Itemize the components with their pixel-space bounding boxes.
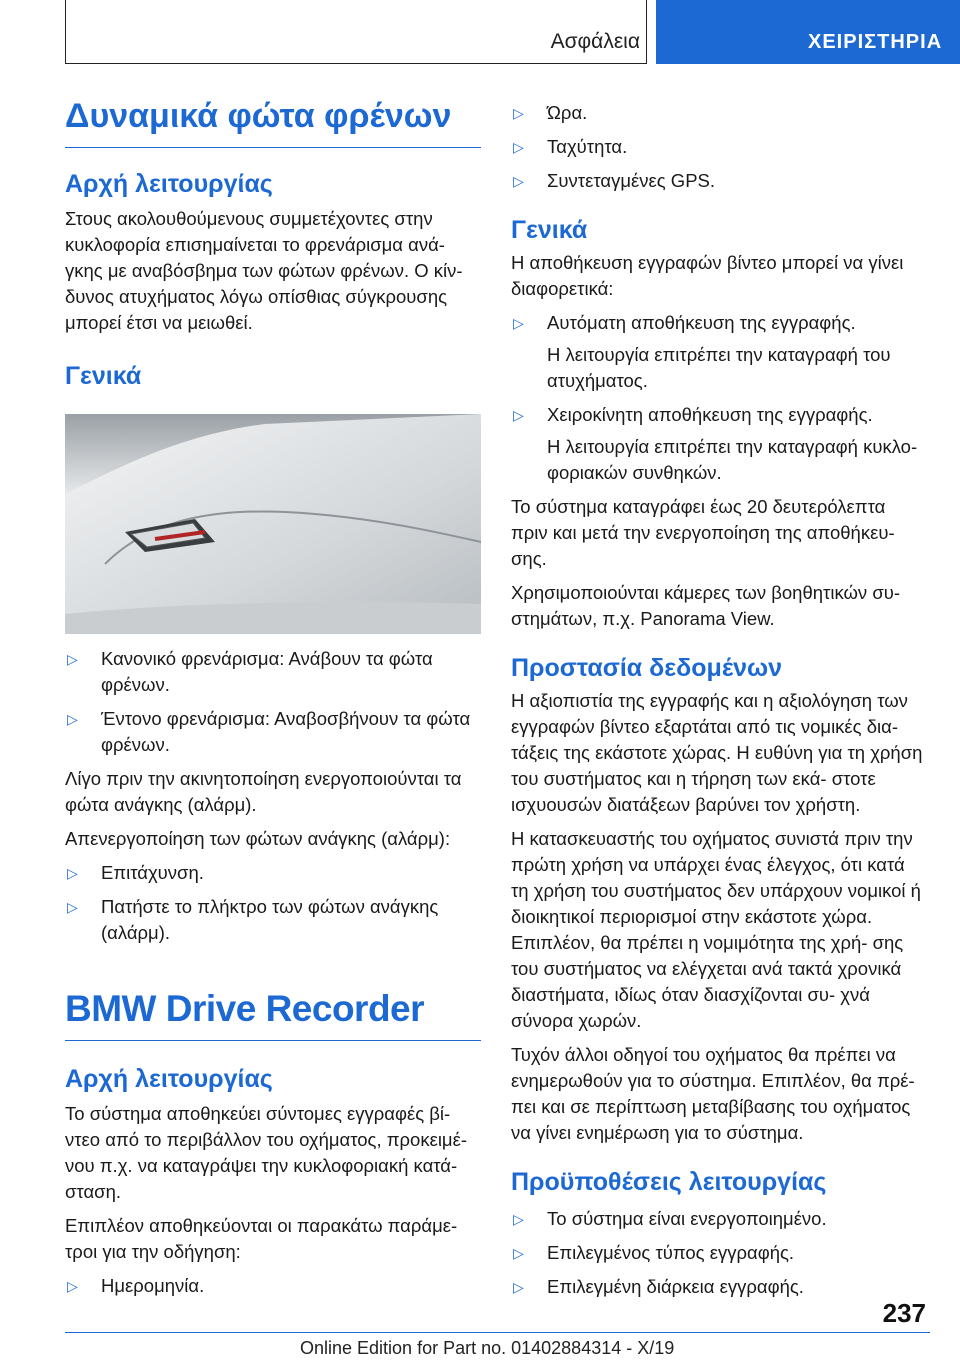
paragraph: Λίγο πριν την ακινητοποίηση ενεργοποιούνται τα φώτα ανάγκης (αλάρμ). [65, 768, 462, 815]
heading-requirements: Προϋποθέσεις λειτουργίας [511, 1168, 827, 1196]
triangle-right-icon: ▷ [513, 1245, 524, 1261]
heading-data-protection: Προστασία δεδομένων [511, 654, 783, 682]
tail-light-photo [65, 414, 481, 634]
heading-general: Γενικά [65, 362, 142, 390]
heading-principle: Αρχή λειτουργίας [65, 1065, 273, 1093]
paragraph: Το σύστημα αποθηκεύει σύντομες εγγραφές βί- ντεο από το περιβάλλον του οχήματος, προκειμέ- νου π.χ. να καταγράψει την κυκλοφοριακή κατά- σταση. [65, 1103, 467, 1202]
footer-divider [65, 1332, 930, 1333]
paragraph: Χρησιμοποιούνται κάμερες των βοηθητικών συ- στημάτων, π.χ. Panorama View. [511, 582, 901, 629]
section-title-drive-recorder: BMW Drive Recorder [65, 988, 481, 1041]
list-item: ▷ Επιλεγμένη διάρκεια εγγραφής. [511, 1274, 927, 1300]
paragraph: Η αποθήκευση εγγραφών βίντεο μπορεί να γίνει διαφορετικά: [511, 252, 904, 299]
list-item: ▷ Το σύστημα είναι ενεργοποιημένο. [511, 1206, 927, 1232]
list-item-detail: Η λειτουργία επιτρέπει την καταγραφή κυκλο- φοριακών συνθηκών. [547, 436, 918, 483]
paragraph: Το σύστημα καταγράφει έως 20 δευτερόλεπτα πριν και μετά την ενεργοποίηση της αποθήκευ- σης. [511, 496, 895, 569]
paragraph: Απενεργοποίηση των φώτων ανάγκης (αλάρμ): [65, 828, 451, 849]
paragraph: Τυχόν άλλοι οδηγοί του οχήματος θα πρέπει να ενημερωθούν για το σύστημα. Επιπλέον, θα πρέ- πει και σε περίπτωση μεταβίβασης του οχήματος να γίνει ενημέρωση για το σύστημα. [511, 1044, 915, 1143]
left-column [65, 95, 481, 1299]
footer-text: Online Edition for Part no. 01402884314 - X/19 [300, 1338, 675, 1358]
triangle-right-icon: ▷ [513, 139, 524, 155]
triangle-right-icon: ▷ [67, 711, 78, 727]
heading-general: Γενικά [511, 216, 588, 244]
list-item: ▷ Συντεταγμένες GPS. [511, 168, 927, 194]
triangle-right-icon: ▷ [513, 173, 524, 189]
paragraph: Επιπλέον αποθηκεύονται οι παρακάτω παράμε- τροι για την οδήγηση: [65, 1215, 458, 1262]
list-item: ▷ Πατήστε το πλήκτρο των φώτων ανάγκης (αλάρμ). [67, 896, 439, 943]
right-column [511, 100, 927, 1300]
page-number: 237 [882, 1298, 926, 1328]
paragraph-principle: Στους ακολουθούμενους συμμετέχοντες στην κυκλοφορία επισημαίνεται το φρενάρισμα ανά- γκης με αναβόσβημα των φώτων φρένων. Ο κίν- δυνος ατυχήματος λόγω οπίσθιας σύγκρουσης μπορεί έτσι να μειωθεί. [65, 208, 463, 333]
triangle-right-icon: ▷ [513, 1211, 524, 1227]
triangle-right-icon: ▷ [513, 105, 524, 121]
list-item: ▷ Αυτόματη αποθήκευση της εγγραφής. [511, 310, 927, 336]
list-item: ▷ Κανονικό φρενάρισμα: Ανάβουν τα φώτα φρένων. [67, 648, 433, 695]
header-section: Ασφάλεια [550, 30, 640, 53]
header-chapter-tab: ΧΕΙΡΙΣΤΗΡΙΑ [656, 0, 960, 64]
list-item: ▷ Ώρα. [511, 100, 927, 126]
triangle-right-icon: ▷ [67, 865, 78, 881]
page-header [0, 0, 960, 66]
triangle-right-icon: ▷ [513, 407, 524, 423]
list-item: ▷ Χειροκίνητη αποθήκευση της εγγραφής. [511, 402, 927, 428]
triangle-right-icon: ▷ [513, 315, 524, 331]
list-item: ▷ Έντονο φρενάρισμα: Αναβοσβήνουν τα φώτα φρένων. [67, 708, 471, 755]
triangle-right-icon: ▷ [67, 899, 78, 915]
paragraph: Η αξιοπιστία της εγγραφής και η αξιολόγηση των εγγραφών βίντεο εξαρτάται από τις νομικές δια- τάξεις της εκάστοτε χώρας. Η ευθύνη για τη χρήση του συστήματος και η τήρηση των εκά- στοτε ισχυουσών διατάξεων βαρύνει τον χρήστη. [511, 690, 923, 815]
list-item: ▷ Ημερομηνία. [65, 1273, 481, 1299]
paragraph: Η κατασκευαστής του οχήματος συνιστά πριν την πρώτη χρήση να υπάρχει ένας έλεγχος, ότι κατά τη χρήση του συστήματος δεν υπάρχουν νομικοί ή διοικητικοί περιορισμοί στην εκάστοτε χώρα. Επιπλέον, θα πρέπει η νομιμότητα της χρή- σης του συστήματος να ελέγχεται ανά τακτά χρονικά διαστήματα, ιδίως όταν διασχίζονται συ- χνά σύνορα χωρών. [511, 828, 921, 1031]
heading-principle: Αρχή λειτουργίας [65, 170, 273, 198]
triangle-right-icon: ▷ [513, 1279, 524, 1295]
section-title-dynamic-brake-lights: Δυναμικά φώτα φρένων [65, 95, 481, 148]
triangle-right-icon: ▷ [67, 1278, 78, 1294]
list-item: ▷ Ταχύτητα. [511, 134, 927, 160]
triangle-right-icon: ▷ [67, 651, 78, 667]
list-item-detail: Η λειτουργία επιτρέπει την καταγραφή του ατυχήματος. [547, 344, 891, 391]
list-item: ▷ Επιτάχυνση. [65, 860, 481, 886]
list-item: ▷ Επιλεγμένος τύπος εγγραφής. [511, 1240, 927, 1266]
